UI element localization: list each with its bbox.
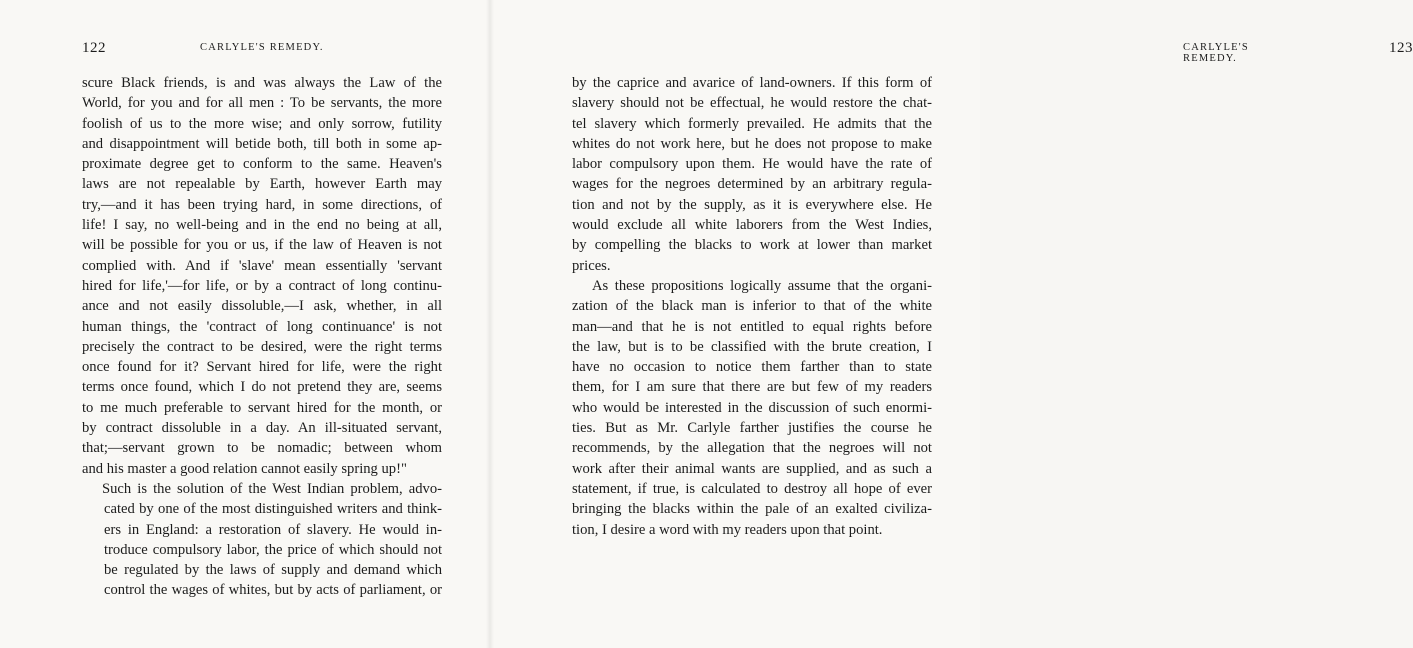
text-line: World, for you and for all men : To be servants, the more	[82, 95, 442, 112]
text-line: to me much preferable to servant hired for the month, or	[82, 399, 442, 416]
page-number: 122	[82, 40, 106, 56]
left-page-body	[82, 73, 442, 601]
text-line: will be possible for you or us, if the law of Heaven is not	[82, 237, 442, 254]
text-line: and his master a good relation cannot easily spring up!"	[82, 460, 407, 477]
text-line: precisely the contract to be desired, were the right terms	[82, 338, 442, 355]
text-line: that;—servant grown to be nomadic; between whom	[82, 440, 442, 457]
page-number: 123	[1389, 40, 1413, 56]
text-line: tion, I desire a word with my readers upon that point.	[572, 521, 883, 538]
text-line: ties. But as Mr. Carlyle farther justifies the course he	[572, 420, 932, 437]
text-line: by compelling the blacks to work at lower than market	[572, 237, 932, 254]
text-line: work after their animal wants are supplied, and as such a	[572, 460, 932, 477]
text-line: ers in England: a restoration of slavery. He would in-	[104, 521, 442, 538]
text-line: control the wages of whites, but by acts of parliament, or	[104, 582, 442, 599]
text-line: would exclude all white laborers from the West Indies,	[572, 217, 932, 234]
text-line: wages for the negroes determined by an arbitrary regula-	[572, 176, 932, 193]
right-page-body	[572, 73, 932, 540]
text-line: complied with. And if 'slave' mean essentially 'servant	[82, 257, 442, 274]
text-line: As these propositions logically assume that the organi-	[592, 277, 932, 294]
text-line: scure Black friends, is and was always the Law of the	[82, 75, 442, 91]
text-line: try,—and it has been trying hard, in some directions, of	[82, 196, 442, 213]
text-line: the law, but is to be classified with the brute creation, I	[572, 338, 932, 355]
text-line: ance and not easily dissoluble,—I ask, whether, in all	[82, 298, 442, 315]
text-line: tel slavery which formerly prevailed. He admits that the	[572, 115, 932, 132]
text-line: human things, the 'contract of long continuance' is not	[82, 318, 442, 335]
text-line: recommends, by the allegation that the negroes will not	[572, 440, 932, 457]
text-line: statement, if true, is calculated to destroy all hope of ever	[572, 480, 932, 497]
text-line: whites do not work here, but he does not propose to make	[572, 135, 932, 152]
text-line: have no occasion to notice them farther than to state	[572, 359, 932, 376]
text-line: cated by one of the most distinguished writers and think-	[104, 501, 442, 518]
text-line: proximate degree get to conform to the same. Heaven's	[82, 156, 442, 173]
book-gutter	[486, 0, 494, 648]
text-line: be regulated by the laws of supply and demand which	[104, 562, 442, 579]
text-line: laws are not repealable by Earth, however Earth may	[82, 176, 442, 193]
text-line: man—and that he is not entitled to equal rights before	[572, 318, 932, 335]
text-line: who would be interested in the discussion of such enormi-	[572, 399, 932, 416]
text-line: troduce compulsory labor, the price of which should not	[104, 541, 442, 558]
text-line: hired for life,'—for life, or by a contract of long continu-	[82, 277, 442, 294]
text-line: by contract dissoluble in a day. An ill-situated servant,	[82, 420, 442, 437]
text-line: labor compulsory upon them. He would have the rate of	[572, 156, 932, 173]
running-head: CARLYLE'S REMEDY.	[1183, 42, 1249, 64]
text-line: by the caprice and avarice of land-owners. If this form of	[572, 75, 932, 91]
text-line: life! I say, no well-being and in the end no being at all,	[82, 217, 442, 234]
text-line: bringing the blacks within the pale of an exalted civiliza-	[572, 501, 932, 518]
text-line: terms once found, which I do not pretend they are, seems	[82, 379, 442, 396]
text-line: prices.	[572, 257, 611, 274]
text-line: slavery should not be effectual, he would restore the chat-	[572, 95, 932, 112]
text-line: once found for it? Servant hired for life, were the right	[82, 359, 442, 376]
text-line: zation of the black man is inferior to that of the white	[572, 298, 932, 315]
text-line: them, for I am sure that there are but few of my readers	[572, 379, 932, 396]
text-line: and disappointment will betide both, till both in some ap-	[82, 135, 442, 152]
running-head: CARLYLE'S REMEDY.	[200, 42, 324, 53]
text-line: Such is the solution of the West Indian problem, advo-	[102, 480, 442, 497]
text-line: tion and not by the supply, as it is everywhere else. He	[572, 196, 932, 213]
text-line: foolish of us to the more wise; and only sorrow, futility	[82, 115, 442, 132]
